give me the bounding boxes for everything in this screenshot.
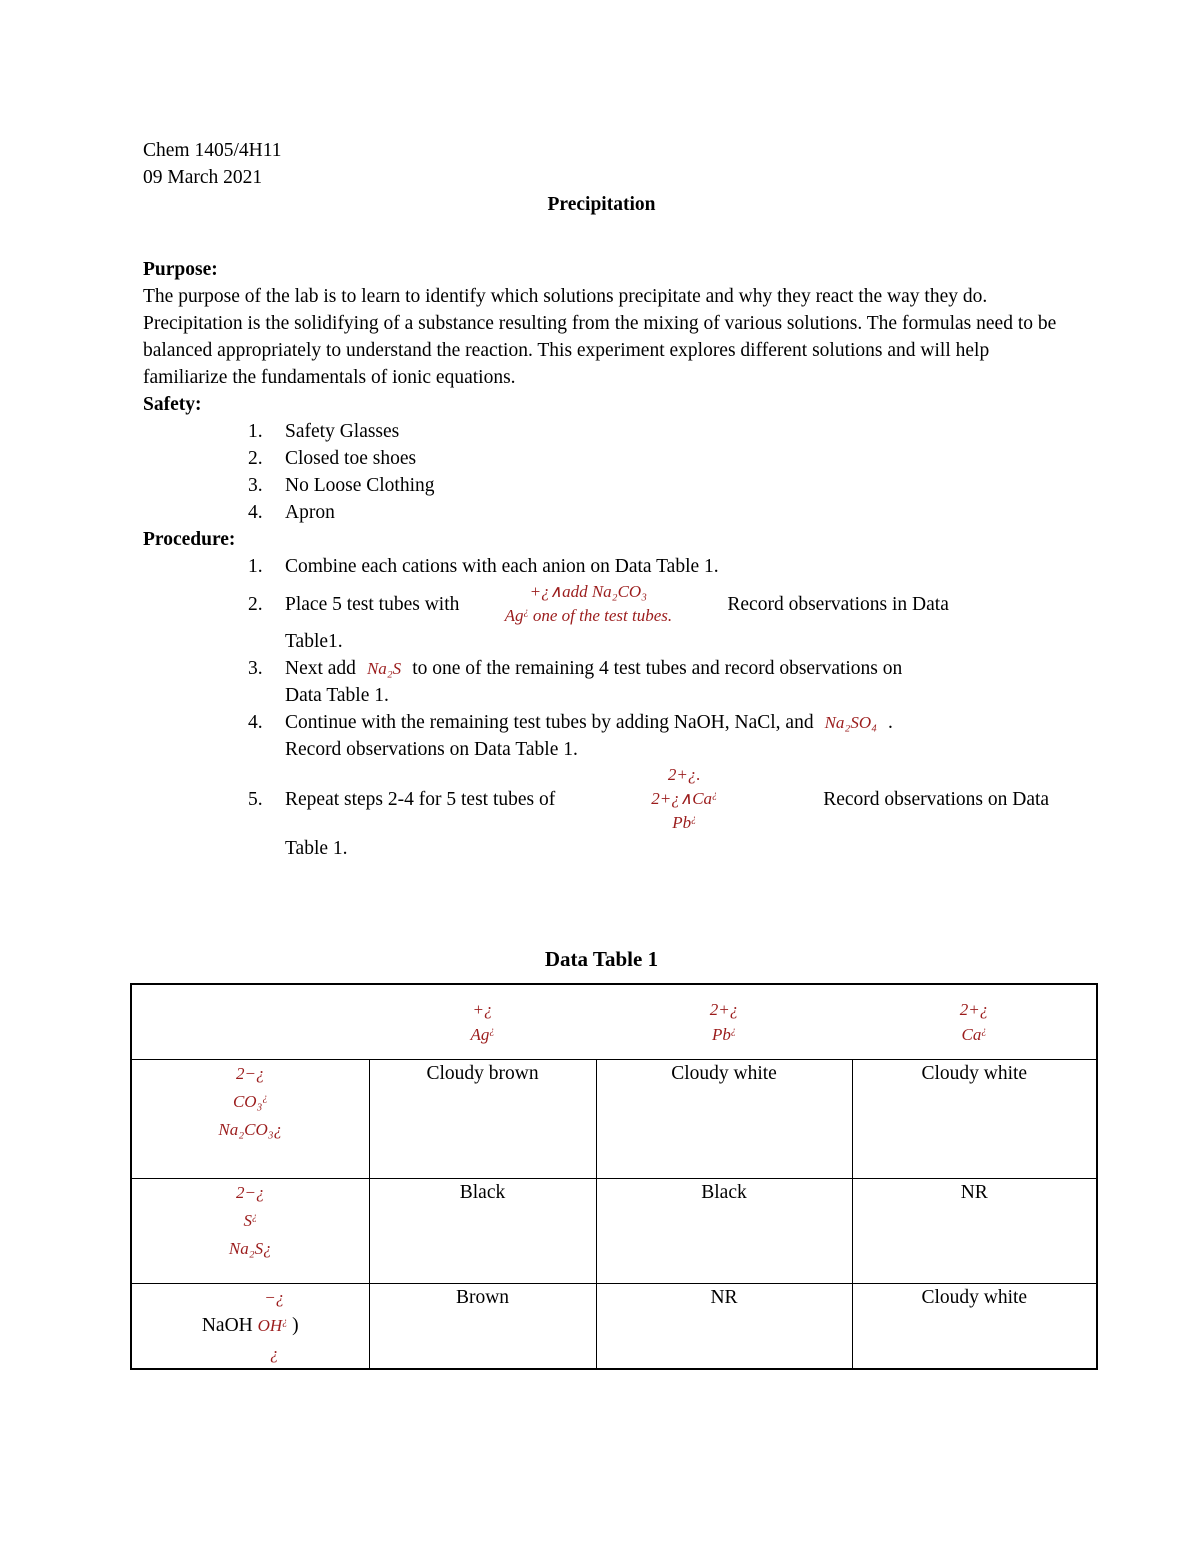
row-label-na2co3: [131, 1059, 369, 1178]
header-charge: 2+¿: [959, 999, 989, 1019]
procedure-step-5: [143, 763, 1060, 835]
step-continuation: Table 1.: [285, 838, 348, 859]
step-continuation: Table1.: [285, 631, 343, 652]
step-text: Record observations on Data: [823, 788, 1050, 810]
data-table-1: [130, 983, 1098, 1370]
row-label-naoh: [131, 1283, 369, 1369]
table-cell: Cloudy brown: [369, 1059, 596, 1178]
table-cell: Cloudy white: [596, 1059, 852, 1178]
table-cell: Cloudy white: [852, 1059, 1097, 1178]
purpose-heading: Purpose:: [143, 259, 218, 280]
table-cell: Black: [596, 1178, 852, 1283]
anion-base: CO₃: [232, 1091, 263, 1111]
table-row-na2co3: [131, 1059, 1097, 1178]
table-header-empty-cell: [131, 984, 369, 1059]
label-anion: [132, 1088, 369, 1116]
procedure-step-2: [143, 580, 1060, 628]
step-text: Repeat steps 2-4 for 5 test tubes of: [285, 788, 556, 810]
safety-item: [143, 472, 1060, 499]
anion-base: S: [243, 1210, 252, 1230]
equation-line: [651, 787, 717, 811]
document-title: Precipitation: [547, 194, 656, 215]
step-text-post: to one of the remaining 4 test tubes and record observations on: [412, 658, 903, 679]
safety-item: [143, 499, 1060, 526]
procedure-step-4: [143, 709, 1060, 763]
list-item-text: Apron: [285, 502, 335, 523]
equation-base: Pb: [672, 813, 692, 832]
equation-line: [505, 604, 673, 628]
table-cell: NR: [852, 1178, 1097, 1283]
step-continuation: Record observations on Data Table 1.: [285, 739, 578, 760]
list-number: 4.: [248, 502, 263, 523]
purpose-text: The purpose of the lab is to learn to identify which solutions precipitate and why they react the way they do. Precipitation is the solidifying of a substance resulting from the mixing of various solutions. The formulas need to be balanced appropriately to understand the reaction. This experiment explores different solutions and will help familiarize the fundamentals of ionic equations.: [143, 286, 1057, 388]
label-compound: Na₂S¿: [228, 1238, 272, 1258]
procedure-step-3: [143, 655, 1060, 709]
step-text-pre: Continue with the remaining test tubes by adding NaOH, NaCl, and: [285, 712, 814, 733]
header-ion: [596, 1022, 852, 1047]
table-cell: Cloudy white: [852, 1283, 1097, 1369]
anion-superscript: ¿: [251, 1210, 258, 1222]
safety-heading: Safety:: [143, 394, 202, 415]
label-charge: 2−¿: [236, 1063, 265, 1083]
list-number: 1.: [248, 556, 263, 577]
equation-superscript: ¿: [523, 606, 529, 618]
equation-rest: one of the test tubes.: [528, 606, 673, 625]
anion-superscript: ¿: [262, 1091, 268, 1103]
equation-line: [672, 811, 696, 835]
equation-na2so4: Na₂SO₄: [824, 713, 878, 732]
equation-line: 2+¿.: [667, 765, 701, 784]
list-number: 4.: [248, 712, 263, 733]
header-ion: [852, 1022, 1096, 1047]
list-item-text: Closed toe shoes: [285, 448, 417, 469]
list-number: 3.: [248, 658, 263, 679]
table-cell: Black: [369, 1178, 596, 1283]
course-code: Chem 1405/4H11: [143, 140, 282, 161]
table-cell: NR: [596, 1283, 852, 1369]
table-header-calcium: [852, 984, 1097, 1059]
step-text: Record observations in Data: [727, 593, 949, 615]
compound-name: NaOH: [201, 1314, 258, 1336]
document-date: 09 March 2021: [143, 167, 263, 188]
label-anion: [132, 1207, 369, 1235]
list-number: 2.: [248, 448, 263, 469]
list-item-text: No Loose Clothing: [285, 475, 435, 496]
header-charge: 2+¿: [709, 999, 739, 1019]
table-header-silver: [369, 984, 596, 1059]
header-charge: +¿: [472, 999, 493, 1019]
label-charge: −¿: [264, 1287, 285, 1307]
list-number: 3.: [248, 475, 263, 496]
table-row-na2s: [131, 1178, 1097, 1283]
step-text-period: .: [888, 712, 893, 733]
equation-cations: [569, 763, 799, 835]
equation-na2s: Na₂S: [366, 659, 402, 678]
procedure-heading: Procedure:: [143, 529, 236, 550]
step-text: [285, 655, 1060, 709]
step-text-pre: Next add: [285, 658, 356, 679]
compound-paren: ): [287, 1314, 299, 1336]
row-label-na2s: [131, 1178, 369, 1283]
table-cell: Brown: [369, 1283, 596, 1369]
equation-line: +¿∧add Na₂CO₃: [529, 582, 648, 601]
step-text: Combine each cations with each anion on Data Table 1.: [285, 556, 719, 577]
anion-superscript: ¿: [282, 1315, 288, 1327]
equation-superscript: ¿: [691, 813, 697, 825]
step-text: [285, 709, 1060, 763]
equation-superscript: ¿: [712, 789, 718, 801]
label-charge: 2−¿: [236, 1182, 265, 1202]
safety-item: [143, 445, 1060, 472]
anion-base: OH: [257, 1315, 283, 1335]
equation-base: 2+¿∧Ca: [651, 789, 713, 808]
ion-superscript: ¿: [981, 1025, 987, 1037]
data-table-title: Data Table 1: [544, 947, 659, 971]
ion-base: Pb: [712, 1024, 731, 1044]
procedure-step-1: [143, 553, 1060, 580]
list-number: 2.: [248, 593, 263, 615]
step-continuation: Data Table 1.: [285, 685, 389, 706]
list-number: 1.: [248, 421, 263, 442]
label-fragment: ¿: [270, 1343, 279, 1363]
ion-base: Ag: [470, 1024, 490, 1044]
label-compound: Na₂CO₃¿: [218, 1119, 283, 1139]
table-header-row: [131, 984, 1097, 1059]
list-number: 5.: [248, 788, 263, 810]
step-text: Place 5 test tubes with: [285, 593, 460, 615]
table-row-naoh: [131, 1283, 1097, 1369]
safety-item: [143, 418, 1060, 445]
header-ion: [369, 1022, 596, 1047]
table-header-lead: [596, 984, 852, 1059]
equation-na2co3: [473, 580, 703, 628]
label-compound: [132, 1312, 369, 1340]
list-item-text: Safety Glasses: [285, 421, 400, 442]
ion-superscript: ¿: [489, 1025, 495, 1037]
ion-base: Ca: [961, 1024, 982, 1044]
equation-base: Ag: [504, 606, 524, 625]
ion-superscript: ¿: [730, 1025, 736, 1037]
